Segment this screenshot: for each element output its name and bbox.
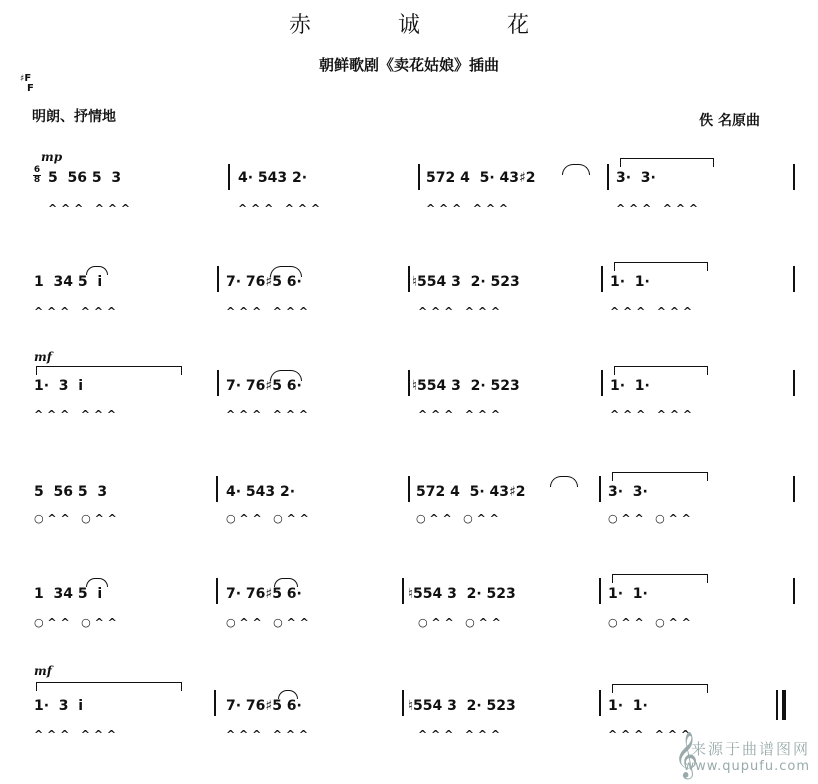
measure-2-4: 1· 1·	[610, 274, 650, 290]
slur	[270, 370, 302, 381]
tie	[612, 574, 708, 583]
measure-5-1: 1 34 5 i	[34, 586, 103, 602]
articulation-4-2: ○ ^ ^ ○ ^ ^	[226, 512, 309, 525]
articulation-2-4: ^ ^ ^ ^ ^ ^	[610, 305, 693, 318]
measure-1-2: 4· 543 2·	[238, 170, 308, 186]
time-signature-top: 6	[33, 165, 41, 175]
dynamic-mf-2: mf	[34, 664, 52, 678]
barline	[217, 266, 219, 292]
articulation-3-2: ^ ^ ^ ^ ^ ^	[226, 408, 309, 421]
slur	[86, 578, 108, 587]
measure-2-3: ♮554 3 2· 523	[412, 274, 520, 290]
barline	[793, 266, 795, 292]
barline	[607, 164, 609, 190]
articulation-6-4: ^ ^ ^ ^ ^ ^	[608, 728, 691, 741]
measure-6-2: 7· 76♯5 6·	[226, 698, 302, 714]
barline	[216, 578, 218, 604]
score-subtitle: 朝鲜歌剧《卖花姑娘》插曲	[318, 56, 499, 74]
tempo-marking: 明朗、抒情地	[32, 109, 116, 125]
tie	[36, 682, 182, 691]
articulation-6-1: ^ ^ ^ ^ ^ ^	[34, 728, 117, 741]
measure-1-4: 3· 3·	[616, 170, 656, 186]
barline	[793, 476, 795, 502]
barline	[408, 370, 410, 396]
articulation-1-1: ^ ^ ^ ^ ^ ^	[48, 202, 131, 215]
final-barline-thin	[776, 690, 778, 720]
measure-3-4: 1· 1·	[610, 378, 650, 394]
dynamic-mp: mp	[41, 150, 63, 164]
barline	[599, 476, 601, 502]
measure-4-3: 572 4 5· 43♯2	[416, 484, 526, 500]
tie	[614, 262, 708, 271]
articulation-4-4: ○ ^ ^ ○ ^ ^	[608, 512, 691, 525]
time-signature-bottom: 8	[33, 175, 41, 185]
articulation-5-1: ○ ^ ^ ○ ^ ^	[34, 616, 117, 629]
measure-5-4: 1· 1·	[608, 586, 648, 602]
articulation-3-4: ^ ^ ^ ^ ^ ^	[610, 408, 693, 421]
barline	[793, 370, 795, 396]
articulation-2-2: ^ ^ ^ ^ ^ ^	[226, 305, 309, 318]
articulation-5-3: ○ ^ ^ ○ ^ ^	[418, 616, 501, 629]
tie	[620, 158, 714, 167]
watermark-url: www.qupufu.com	[683, 759, 810, 774]
barline	[601, 370, 603, 396]
barline	[599, 690, 601, 716]
slur	[550, 476, 578, 487]
barline	[228, 164, 230, 190]
measure-4-4: 3· 3·	[608, 484, 648, 500]
measure-2-1: 1 34 5 i	[34, 274, 103, 290]
tie	[612, 472, 708, 481]
key-bottom: F	[27, 83, 34, 94]
articulation-6-3: ^ ^ ^ ^ ^ ^	[418, 728, 501, 741]
tie	[614, 366, 708, 375]
barline	[793, 164, 795, 190]
measure-3-2: 7· 76♯5 6·	[226, 378, 302, 394]
final-barline-thick	[782, 690, 786, 720]
slur	[278, 690, 298, 699]
articulation-2-1: ^ ^ ^ ^ ^ ^	[34, 305, 117, 318]
barline	[408, 476, 410, 502]
slur	[274, 578, 298, 587]
barline	[601, 266, 603, 292]
watermark-site-name: 来源于曲谱图网	[690, 740, 810, 758]
measure-4-1: 5 56 5 3	[34, 484, 108, 500]
score-title: 赤 诚 花	[289, 13, 569, 38]
articulation-5-2: ○ ^ ^ ○ ^ ^	[226, 616, 309, 629]
measure-3-3: ♮554 3 2· 523	[412, 378, 520, 394]
barline	[402, 578, 404, 604]
composer-credit: 佚 名原曲	[699, 113, 760, 129]
key-signature	[20, 74, 34, 94]
tie	[36, 366, 182, 375]
measure-1-1: 5 56 5 3	[48, 170, 122, 186]
measure-2-2: 7· 76♯5 6·	[226, 274, 302, 290]
time-signature	[33, 166, 41, 185]
treble-clef-icon: 𝄞	[674, 732, 698, 778]
watermark	[683, 738, 810, 774]
measure-6-1: 1· 3 i	[34, 698, 84, 714]
articulation-1-4: ^ ^ ^ ^ ^ ^	[616, 202, 699, 215]
articulation-1-2: ^ ^ ^ ^ ^ ^	[238, 202, 321, 215]
measure-5-2: 7· 76♯5 6·	[226, 586, 302, 602]
articulation-4-1: ○ ^ ^ ○ ^ ^	[34, 512, 117, 525]
measure-6-4: 1· 1·	[608, 698, 648, 714]
barline	[402, 690, 404, 716]
key-top: F	[24, 73, 32, 84]
measure-1-3: 572 4 5· 43♯2	[426, 170, 536, 186]
barline	[599, 578, 601, 604]
slur	[270, 266, 302, 277]
tie	[612, 684, 708, 693]
barline	[408, 266, 410, 292]
articulation-2-3: ^ ^ ^ ^ ^ ^	[418, 305, 501, 318]
measure-5-3: ♮554 3 2· 523	[408, 586, 516, 602]
measure-6-3: ♮554 3 2· 523	[408, 698, 516, 714]
barline	[418, 164, 420, 190]
articulation-6-2: ^ ^ ^ ^ ^ ^	[226, 728, 309, 741]
barline	[217, 370, 219, 396]
articulation-4-3: ○ ^ ^ ○ ^ ^	[416, 512, 499, 525]
slur	[86, 266, 108, 275]
articulation-1-3: ^ ^ ^ ^ ^ ^	[426, 202, 509, 215]
barline	[214, 690, 216, 716]
measure-4-2: 4· 543 2·	[226, 484, 296, 500]
measure-3-1: 1· 3 i	[34, 378, 84, 394]
key-sharp: ♯	[20, 74, 25, 84]
articulation-3-3: ^ ^ ^ ^ ^ ^	[418, 408, 501, 421]
barline	[216, 476, 218, 502]
dynamic-mf-1: mf	[34, 350, 52, 364]
articulation-3-1: ^ ^ ^ ^ ^ ^	[34, 408, 117, 421]
articulation-5-4: ○ ^ ^ ○ ^ ^	[608, 616, 691, 629]
slur	[562, 164, 590, 175]
barline	[793, 578, 795, 604]
